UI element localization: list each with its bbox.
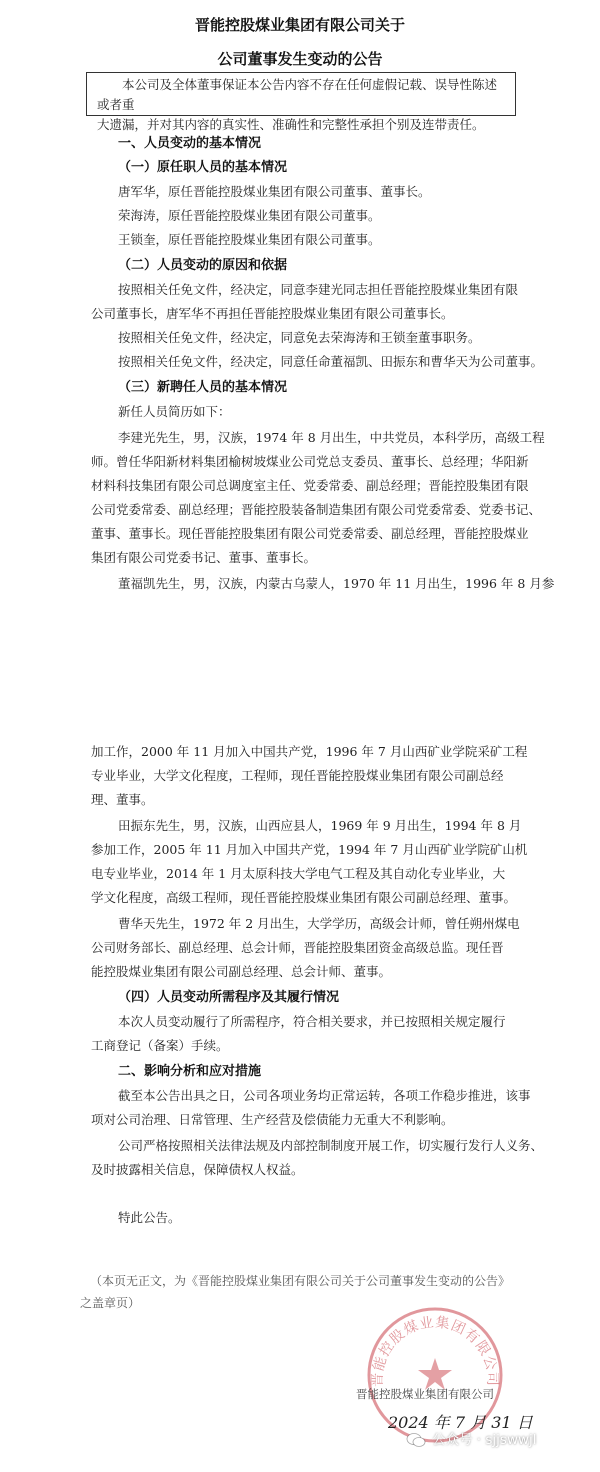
resume-tian-line1: 田振东先生，男，汉族，山西应县人，1969 年 9 月出生，1994 年 8 月 [118, 818, 522, 833]
impact-p1-line2: 项对公司治理、日常管理、生产经营及偿债能力无重大不利影响。 [91, 1112, 454, 1127]
section-heading-1: 一、人员变动的基本情况 [118, 136, 262, 151]
procedure-line2: 工商登记（备案）手续。 [91, 1038, 229, 1053]
resume-tian-line3: 电专业毕业，2014 年 1 月太原科技大学电气工程及其自动化专业毕业，大 [91, 866, 506, 881]
resume-cao-line1: 曹华天先生，1972 年 2 月出生，大学学历，高级会计师，曾任朔州煤电 [118, 916, 520, 931]
subsection-heading-1: （一）原任职人员的基本情况 [118, 160, 288, 175]
resume-li-line1: 李建光先生，男，汉族，1974 年 8 月出生，中共党员，本科学历，高级工程 [118, 430, 545, 445]
resume-li-line4: 公司党委常委、副总经理；晋能控股装备制造集团有限公司党委常委、党委书记、 [91, 502, 542, 517]
impact-p2-line2: 及时披露相关信息，保障债权人权益。 [91, 1162, 304, 1177]
resume-dong-line2: 加工作，2000 年 11 月加入中国共产党，1996 年 7 月山西矿业学院采矿工程 [91, 744, 528, 759]
resume-cao-line3: 能控股煤业集团有限公司副总经理、总会计师、董事。 [91, 964, 392, 979]
watermark-text: 公众号 · sjjswwjl [432, 1432, 537, 1448]
resume-li-line6: 集团有限公司党委书记、董事、董事长。 [91, 550, 317, 565]
seal-text: 晋能控股煤业集团有限公司 [369, 1314, 501, 1387]
subsection-heading-3: （三）新聘任人员的基本情况 [118, 380, 288, 395]
impact-p2-line1: 公司严格按照相关法律法规及内部控制制度开展工作，切实履行发行人义务、 [118, 1138, 544, 1153]
resume-li-line3: 材料科技集团有限公司总调度室主任、党委常委、副总经理；晋能控股集团有限 [91, 478, 529, 493]
reason-paragraph-1-line2: 公司董事长，唐军华不再担任晋能控股煤业集团有限公司董事长。 [91, 306, 454, 321]
resume-dong-line4: 理、董事。 [91, 792, 154, 807]
resume-li-line5: 董事、董事长。现任晋能控股集团有限公司党委常委、副总经理，晋能控股煤业 [91, 526, 529, 541]
reason-paragraph-3: 按照相关任免文件，经决定，同意任命董福凯、田振东和曹华天为公司董事。 [118, 354, 544, 369]
resume-intro: 新任人员简历如下： [118, 404, 231, 419]
subsection-heading-2: （二）人员变动的原因和依据 [118, 258, 288, 273]
procedure-line1: 本次人员变动履行了所需程序，符合相关要求，并已按照相关规定履行 [118, 1014, 506, 1029]
resume-tian-line2: 参加工作，2005 年 11 月加入中国共产党，1994 年 7 月山西矿业学院矿山机 [91, 842, 528, 857]
former-member-3: 王锁奎，原任晋能控股煤业集团有限公司董事。 [118, 232, 381, 247]
wechat-icon [406, 1432, 426, 1448]
former-member-2: 荣海涛，原任晋能控股煤业集团有限公司董事。 [118, 208, 381, 223]
resume-cao-line2: 公司财务部长、副总经理、总会计师，晋能控股集团资金高级总监。现任晋 [91, 940, 504, 955]
signature-date: 2024 年 7 月 31 日 [388, 1413, 533, 1432]
watermark [406, 1428, 537, 1448]
impact-p1-line1: 截至本公告出具之日，公司各项业务均正常运转，各项工作稳步推进，该事 [118, 1088, 531, 1103]
signature-company: 晋能控股煤业集团有限公司 [356, 1387, 494, 1401]
section-heading-2: 二、影响分析和应对措施 [118, 1064, 262, 1079]
page-title-line1: 晋能控股煤业集团有限公司关于 [194, 16, 405, 34]
resume-dong-line3: 专业毕业，大学文化程度，工程师，现任晋能控股煤业集团有限公司副总经 [91, 768, 504, 783]
resume-li-line2: 师。曾任华阳新材料集团榆树坡煤业公司党总支委员、董事长、总经理；华阳新 [91, 454, 529, 469]
seal-page-note-line1: （本页无正文，为《晋能控股煤业集团有限公司关于公司董事发生变动的公告》 [90, 1274, 511, 1288]
disclaimer-line1: 本公司及全体董事保证本公告内容不存在任何虚假记载、误导性陈述或者重 [97, 77, 498, 112]
closing-text: 特此公告。 [118, 1210, 181, 1225]
seal-page-note-line2: 之盖章页） [80, 1296, 141, 1310]
disclaimer-line2: 大遗漏，并对其内容的真实性、准确性和完整性承担个别及连带责任。 [97, 117, 485, 132]
disclaimer-box [86, 72, 516, 132]
resume-tian-line4: 学文化程度，高级工程师，现任晋能控股煤业集团有限公司副总经理、董事。 [91, 890, 517, 905]
subsection-heading-4: （四）人员变动所需程序及其履行情况 [118, 990, 340, 1005]
former-member-1: 唐军华，原任晋能控股煤业集团有限公司董事、董事长。 [118, 184, 431, 199]
reason-paragraph-1-line1: 按照相关任免文件，经决定，同意李建光同志担任晋能控股煤业集团有限 [118, 282, 519, 297]
resume-dong-line1: 董福凯先生，男，汉族，内蒙古乌蒙人，1970 年 11 月出生，1996 年 8 月参 [118, 576, 555, 591]
page-title-line2: 公司董事发生变动的公告 [217, 50, 383, 68]
reason-paragraph-2: 按照相关任免文件，经决定，同意免去荣海涛和王锁奎董事职务。 [118, 330, 481, 345]
